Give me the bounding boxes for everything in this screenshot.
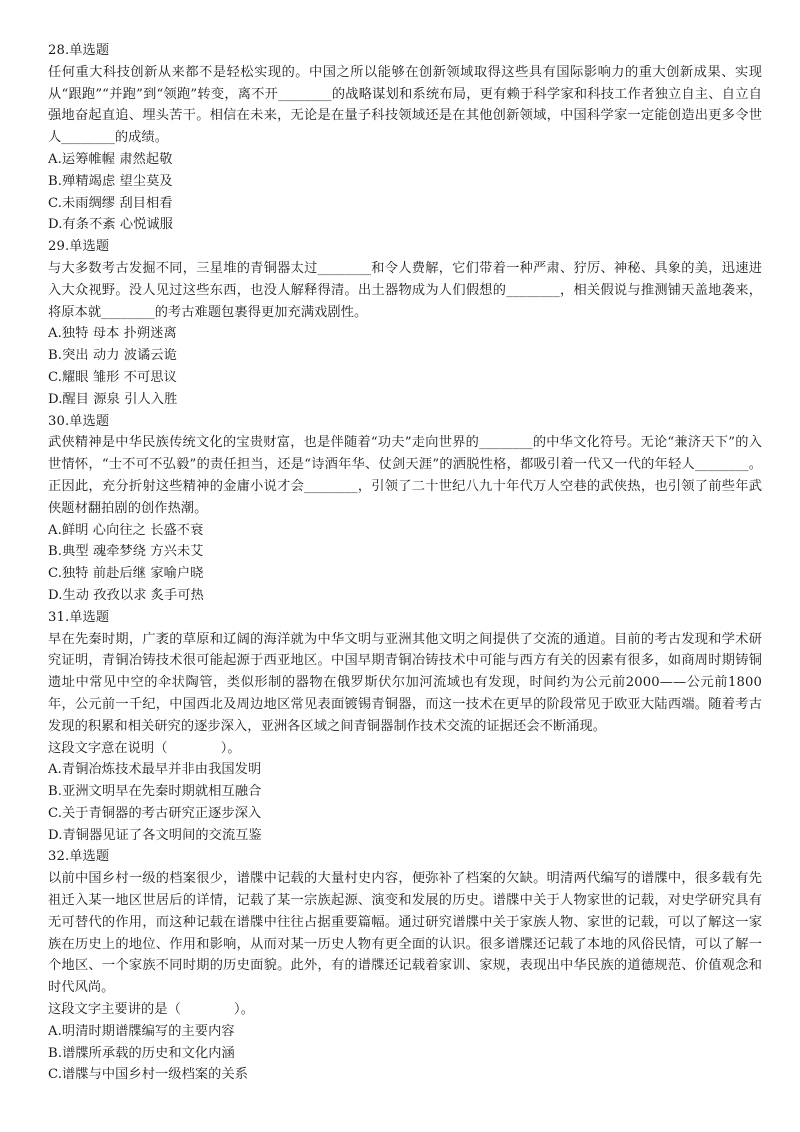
option-b: B.殚精竭虑 望尘莫及: [48, 173, 173, 189]
option-a: A.青铜冶炼技术最早并非由我国发明: [48, 762, 262, 778]
option-d: D.醒目 源泉 引人入胜: [48, 391, 178, 407]
question-header: 30.单选题: [48, 413, 110, 429]
question-stem: 任何重大科技创新从来都不是轻松实现的。中国之所以能够在创新领域取得这些具有国际影响力的重大创新成果、实现从“跟跑”“并跑”到“领跑”转变，离不开________的战略谋划和系统布局，更有赖于科学家和科技工作者独立自主、自立自强地奋起直追、埋头苦干。相信在未来，无论是在量子科技领域还是在其他创新领域，中国科学家一定能创造出更多令世人________的成绩。: [48, 64, 762, 146]
question-31: [48, 607, 762, 847]
question-stem: 武侠精神是中华民族传统文化的宝贵财富，也是伴随着“功夫”走向世界的________的中华文化符号。无论“兼济天下”的入世情怀，“士不可不弘毅”的责任担当，还是“诗酒年华、仗剑天涯”的洒脱性格，都吸引着一代又一代的年轻人________。正因此，充分折射这些精神的金庸小说才会________，引领了二十世纪八九十年代万人空巷的武侠热，也引领了前些年武侠题材翻拍剧的创作热潮。: [48, 435, 762, 516]
question-30: [48, 411, 762, 607]
question-header: 29.单选题: [48, 239, 110, 255]
question-stem: 早在先秦时期，广袤的草原和辽阔的海洋就为中华文明与亚洲其他文明之间提供了交流的通道。目前的考古发现和学术研究证明，青铜冶铸技术很可能起源于西亚地区。中国早期青铜冶铸技术中可能与西方有关的因素有很多，如商周时期铸铜遗址中常见中空的伞状陶管，类似形制的器物在俄罗斯伏尔加河流域也有发现，时间约为公元前2000——公元前1800年，公元前一千纪，中国西北及周边地区常见表面镀锡青铜器，而这一技术在更早的阶段常见于欧亚大陆西端。随着考古发现的积累和相关研究的逐步深入，亚洲各区域之间青铜器制作技术交流的证据还会不断涌现。: [48, 631, 762, 734]
option-c: C.关于青铜器的考古研究正逐步深入: [48, 805, 262, 821]
question-stem: 与大多数考古发掘不同，三星堆的青铜器太过________和令人费解，它们带着一种严肃、狞厉、神秘、具象的美，迅速进入大众视野。没人见过这些东西，也没人解释得清。出土器物成为人们假想的________，相关假说与推测铺天盖地袭来，将原本就________的考古难题包裹得更加充满戏剧性。: [48, 260, 762, 320]
option-list: [48, 323, 762, 410]
option-c: C.谱牒与中国乡村一级档案的关系: [48, 1067, 249, 1083]
option-d: D.有条不紊 心悦诚服: [48, 217, 174, 233]
option-list: [48, 149, 762, 236]
option-a: A.明清时期谱牒编写的主要内容: [48, 1023, 235, 1039]
option-b: B.谱牒所承载的历史和文化内涵: [48, 1045, 235, 1061]
option-list: [48, 759, 762, 846]
option-b: B.典型 魂牵梦绕 方兴未艾: [48, 544, 204, 560]
question-prompt: 这段文字主要讲的是（ ）。: [48, 1002, 254, 1018]
question-stem: 以前中国乡村一级的档案很少，谱牒中记载的大量村史内容，便弥补了档案的欠缺。明清两代编写的谱牒中，很多载有先祖迁入某一地区世居后的详情，记载了某一宗族起源、演变和发展的历史。谱牒中关于人物家世的记载，对史学研究具有无可替代的作用，而这种记载在谱牒中往往占据重要篇幅。通过研究谱牒中关于家族人物、家世的记载，可以了解这一家族在历史上的地位、作用和影响，从而对某一历史人物有更全面的认识。很多谱牒还记载了本地的风俗民情，可以了解一个地区、一个家族不同时期的历史面貌。此外，有的谱牒还记载着家训、家规，表现出中华民族的道德规范、价值观念和时代风尚。: [48, 871, 762, 996]
option-list: [48, 1021, 762, 1086]
option-a: A.运筹帷幄 肃然起敬: [48, 151, 173, 167]
question-32: [48, 846, 762, 1086]
option-a: A.鲜明 心向往之 长盛不衰: [48, 522, 204, 538]
question-header: 28.单选题: [48, 43, 110, 58]
option-list: [48, 520, 762, 607]
question-header: 31.单选题: [48, 609, 110, 625]
option-c: C.独特 前赴后继 家喻户晓: [48, 566, 204, 582]
option-c: C.未雨绸缪 刮目相看: [48, 195, 173, 211]
question-header: 32.单选题: [48, 849, 110, 865]
question-28: [48, 40, 762, 236]
option-d: D.生动 孜孜以求 炙手可热: [48, 587, 204, 603]
option-b: B.突出 动力 波谲云诡: [48, 348, 177, 364]
option-d: D.青铜器见证了各文明间的交流互鉴: [48, 827, 262, 843]
option-a: A.独特 母本 扑朔迷离: [48, 326, 177, 342]
option-c: C.耀眼 雏形 不可思议: [48, 369, 177, 385]
question-prompt: 这段文字意在说明（ ）。: [48, 740, 241, 756]
question-29: [48, 236, 762, 410]
option-b: B.亚洲文明早在先秦时期就相互融合: [48, 784, 262, 800]
